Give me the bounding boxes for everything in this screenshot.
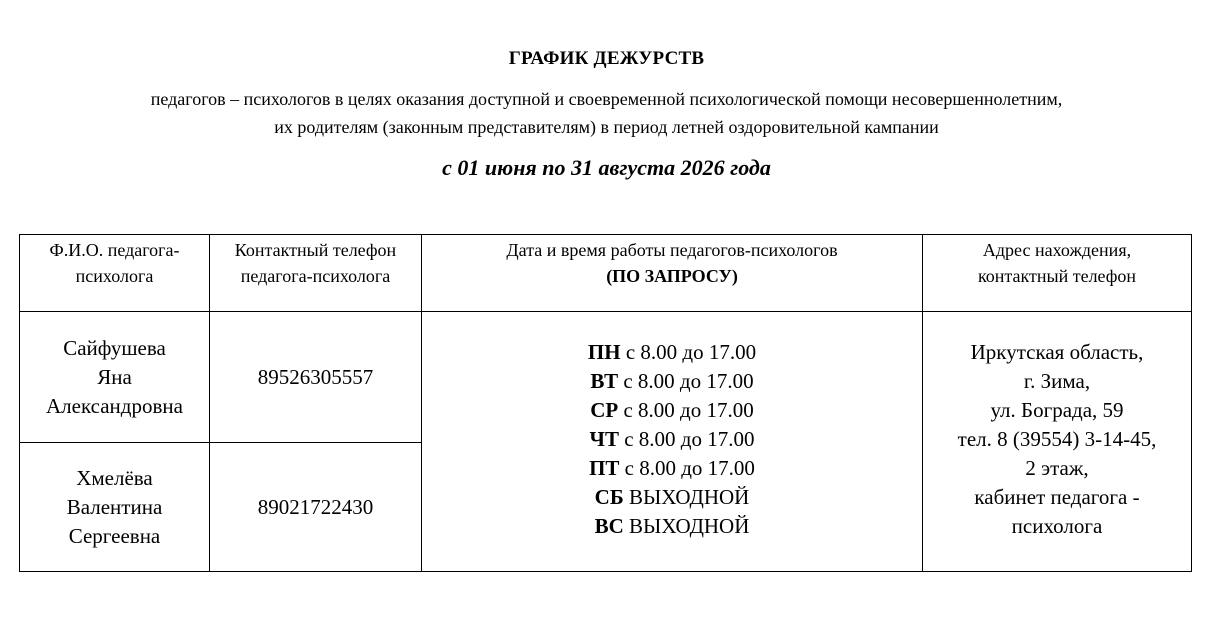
subtitle-line-2: их родителям (законным представителям) в период летней оздоровительной кампании xyxy=(274,117,939,137)
header-schedule-label: Дата и время работы педагогов-психологов xyxy=(506,240,838,260)
table-row xyxy=(20,312,1192,443)
subtitle-line-1: педагогов – психологов в целях оказания доступной и своевременной психологической помощи несовершеннолетним, xyxy=(150,89,1063,109)
period: с 01 июня по 31 августа 2026 года xyxy=(442,155,771,180)
name-cell: Хмелёва Валентина Сергеевна xyxy=(20,443,210,572)
schedule-line: ВТ с 8.00 до 17.00 xyxy=(590,369,754,393)
schedule-line: ПН с 8.00 до 17.00 xyxy=(587,340,757,364)
schedule-line: ВС ВЫХОДНОЙ xyxy=(594,514,750,538)
schedule-line: ПТ с 8.00 до 17.00 xyxy=(589,456,755,480)
duty-schedule-table xyxy=(19,234,1192,572)
schedule-line: СБ ВЫХОДНОЙ xyxy=(594,485,750,509)
header-address: Адрес нахождения, контактный телефон xyxy=(923,235,1192,312)
schedule-line: ЧТ с 8.00 до 17.00 xyxy=(589,427,755,451)
name-cell: Сайфушева Яна Александровна xyxy=(20,312,210,443)
schedule-line: СР с 8.00 до 17.00 xyxy=(590,398,754,422)
header-schedule-note: (ПО ЗАПРОСУ) xyxy=(606,266,738,286)
address-cell: Иркутская область, г. Зима, ул. Бограда, 59 тел. 8 (39554) 3-14-45, 2 этаж, кабинет педагога - психолога xyxy=(923,312,1192,572)
document-title: ГРАФИК ДЕЖУРСТВ xyxy=(508,48,705,69)
schedule-cell xyxy=(422,312,923,572)
header-phone: Контактный телефон педагога-психолога xyxy=(210,235,422,312)
phone-cell: 89021722430 xyxy=(210,443,422,572)
phone-cell: 89526305557 xyxy=(210,312,422,443)
header-schedule xyxy=(422,235,923,312)
table-header-row xyxy=(20,235,1192,312)
header-name: Ф.И.О. педагога-психолога xyxy=(20,235,210,312)
